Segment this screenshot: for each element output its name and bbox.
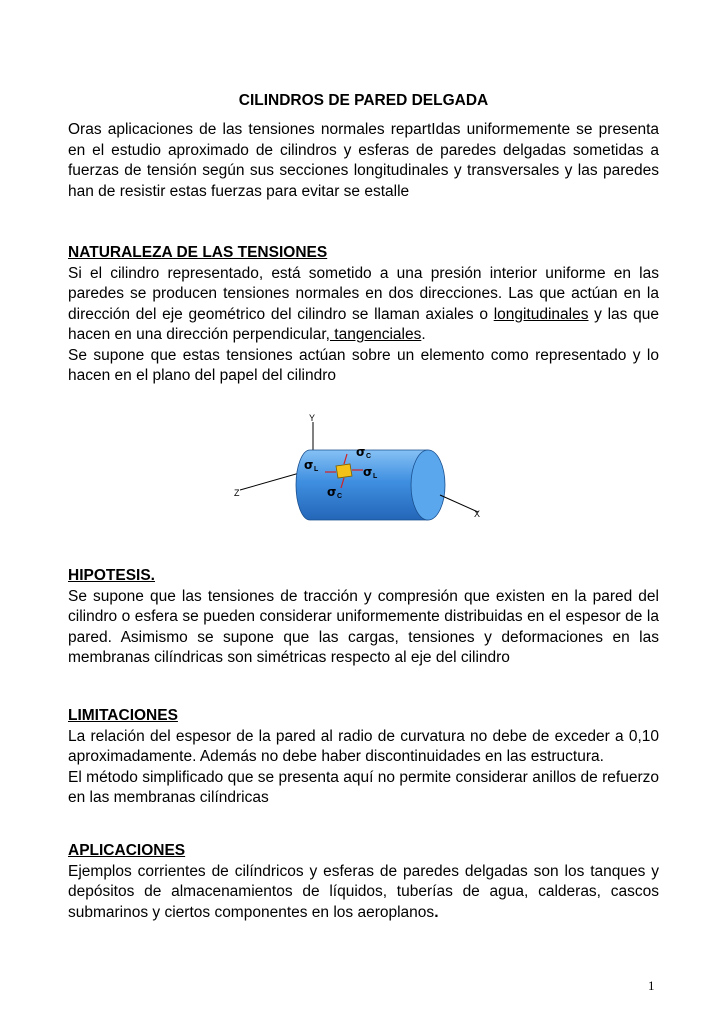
aplicaciones-heading: APLICACIONES (68, 842, 186, 859)
aplicaciones-end: . (434, 903, 439, 921)
intro-paragraph: Oras aplicaciones de las tensiones normales repartIdas uniformemente se presenta en el estudio aproximado de cilindros y esferas de paredes delgadas sometidas a fuerzas de tensión según sus secciones longitudinales y transversales y las paredes han de resistir estas fuerzas para evitar se estalle (68, 121, 659, 200)
cylinder-end-cap (411, 450, 445, 520)
sigma-c-top-symbol: σ (356, 445, 366, 459)
x-axis-line (440, 495, 478, 512)
axis-z-label: Z (234, 488, 240, 498)
limitaciones-paragraph-1: La relación del espesor de la pared al radio de curvatura no debe de exceder a 0,10 aproximadamente. Además no debe haber discontinuidades en las estructura. (68, 727, 659, 765)
sigma-l-left-symbol: σ (304, 458, 314, 472)
limitaciones-paragraph-2: El método simplificado que se presenta aquí no permite considerar anillos de refuerzo en las membranas cilíndricas (68, 768, 659, 806)
axis-y-label: Y (309, 413, 316, 423)
page-title: CILINDROS DE PARED DELGADA (238, 92, 489, 109)
naturaleza-text-2: y las que hacen en una dirección perpendicular (68, 305, 659, 343)
cylinder-stress-figure (160, 410, 490, 530)
naturaleza-section (68, 243, 659, 387)
naturaleza-text-1: Si el cilindro representado, está sometido a una presión interior uniforme en las paredes se producen tensiones normales en dos direcciones. Las que actúan en la dirección del eje geométrico del cilindro se llaman axiales o (68, 264, 659, 323)
naturaleza-text-3: . (421, 326, 426, 343)
aplicaciones-paragraph (68, 862, 659, 924)
naturaleza-paragraph (68, 264, 659, 346)
limitaciones-heading: LIMITACIONES (68, 707, 178, 724)
term-longitudinales: longitudinales (493, 305, 589, 323)
naturaleza-paragraph-2: Se supone que estas tensiones actúan sobre un elemento como representado y lo hacen en el plano del papel del cilindro (68, 346, 659, 384)
sigma-l-right-symbol: σ (363, 465, 373, 479)
aplicaciones-text: Ejemplos corrientes de cilíndricos y esferas de paredes delgadas son los tanques y depósitos de almacenamientos de líquidos, tuberías de agua, calderas, cascos submarinos y ciertos componentes en los aeroplanos (68, 862, 659, 921)
axis-x-label: X (474, 509, 481, 519)
sigma-l-right-sub: L (373, 473, 378, 480)
sigma-c-bottom-sub: C (337, 493, 343, 500)
sigma-c-top-sub: C (366, 453, 372, 460)
hipotesis-section (68, 566, 659, 669)
sigma-l-left-sub: L (314, 466, 319, 473)
intro-section (68, 120, 659, 202)
stress-element (336, 464, 352, 478)
sigma-c-bottom-symbol: σ (327, 485, 337, 499)
limitaciones-section (68, 706, 659, 809)
hipotesis-paragraph: Se supone que las tensiones de tracción y compresión que existen en la pared del cilindro o esfera se pueden considerar uniformemente distribuidas en el espesor de la pared. Asimismo se supone que las cargas, tensiones y deformaciones en las membranas cilíndricas son simétricas respecto al eje del cilindro (68, 587, 659, 666)
aplicaciones-section (68, 841, 659, 923)
page-number: 1 (648, 978, 655, 993)
naturaleza-heading: NATURALEZA DE LAS TENSIONES (68, 244, 328, 261)
term-tangenciales: , tangenciales (325, 326, 422, 343)
hipotesis-heading: HIPOTESIS. (68, 567, 155, 584)
